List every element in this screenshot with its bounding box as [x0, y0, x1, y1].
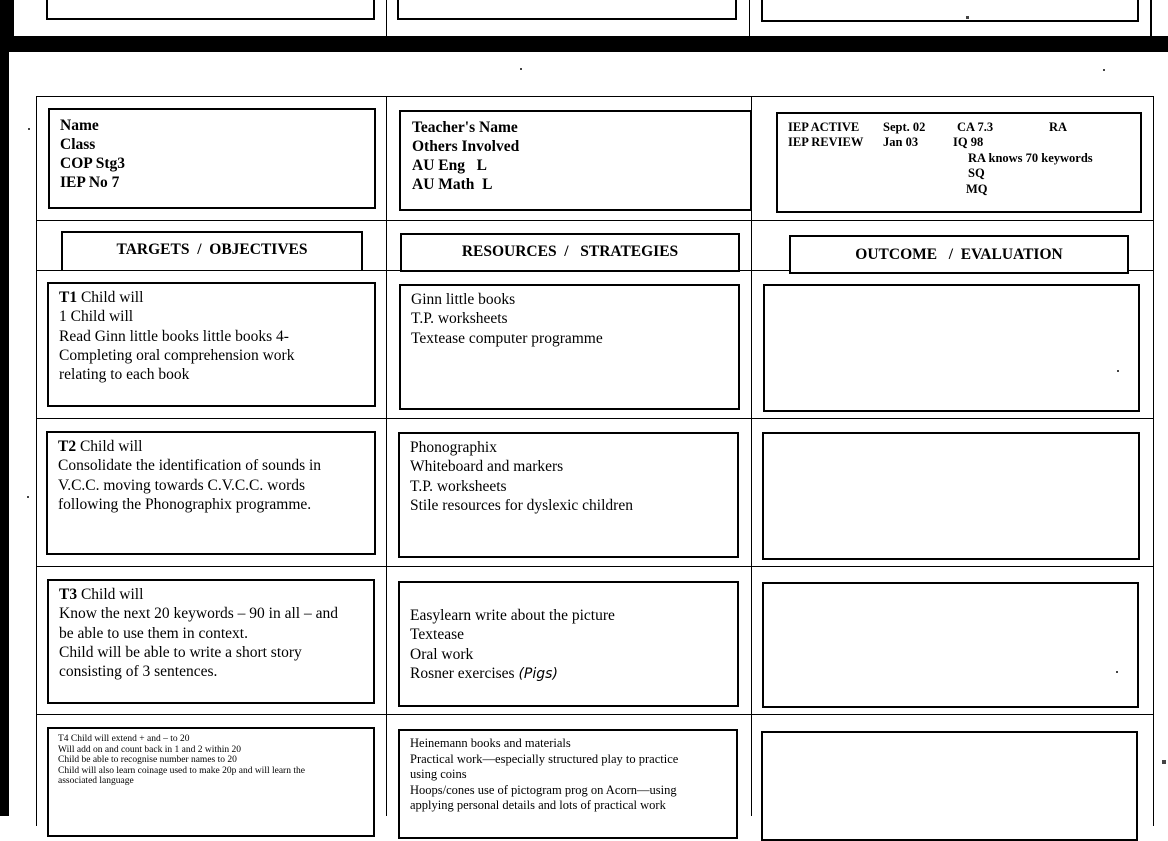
prev-divider-1	[386, 0, 387, 36]
resource-item: T.P. worksheets	[411, 310, 508, 328]
targets-heading: TARGETS / OBJECTIVES	[116, 241, 308, 258]
target-line: Consolidate the identification of sounds in	[58, 457, 322, 475]
iep-review-label: IEP REVIEW	[788, 135, 864, 149]
target-cell-t3	[47, 579, 375, 704]
target-line: Know the next 20 keywords – 90 in all – and	[59, 605, 338, 623]
iep-dates-box	[776, 112, 1142, 213]
au-eng-label: AU Eng L	[412, 157, 487, 174]
target-id: T2	[58, 438, 77, 455]
target-id: T1	[59, 289, 78, 306]
page-gap-bar	[0, 36, 1168, 52]
iep-review-date: Jan 03	[883, 135, 919, 149]
outcome-cell-3	[762, 582, 1139, 708]
targets-heading-box	[61, 231, 363, 270]
resource-item: Rosner exercises	[410, 664, 515, 682]
scan-speck	[1116, 671, 1118, 673]
resource-item: Textease	[410, 626, 464, 644]
resource-item: Easylearn write about the picture	[410, 607, 615, 624]
ra-label: RA	[1049, 120, 1068, 134]
target-line: Will add on and count back in 1 and 2 within 20	[58, 744, 241, 755]
target-cell-t2	[46, 431, 376, 555]
target-line: Read Ginn little books little books 4-	[59, 327, 289, 345]
target-line: associated language	[58, 776, 134, 786]
resource-item: Hoops/cones use of pictogram prog on Acorn—using	[410, 782, 677, 797]
scan-speck	[1103, 69, 1105, 71]
iep-active-label: IEP ACTIVE	[788, 120, 860, 134]
resource-item: Stile resources for dyslexic children	[410, 496, 633, 514]
resources-cell-4	[398, 729, 738, 839]
scan-speck	[966, 16, 969, 19]
outcome-cell-4	[761, 731, 1138, 841]
target-line: relating to each book	[59, 366, 190, 384]
resources-heading: RESOURCES / STRATEGIES	[461, 243, 679, 260]
resources-heading-box	[400, 233, 740, 272]
sq-label: SQ	[968, 166, 985, 180]
resources-cell-3	[398, 581, 739, 707]
scan-speck	[28, 128, 30, 130]
resource-item: Textease computer programme	[411, 329, 603, 347]
resource-item: Heinemann books and materials	[410, 736, 571, 750]
target-line: Child will	[80, 289, 144, 306]
prev-cell-left	[46, 0, 375, 20]
handwritten-note: (Pigs)	[518, 665, 558, 682]
target-line: Child will also learn coinage used to make 20p and will learn the	[58, 765, 305, 776]
resources-cell-1	[399, 284, 740, 410]
prev-cell-mid	[397, 0, 737, 20]
ra-keywords-note: RA knows 70 keywords	[968, 151, 1093, 165]
target-line: T4 Child will extend + and – to 20	[58, 734, 190, 744]
prev-divider-2	[749, 0, 750, 36]
resource-item: using coins	[410, 767, 467, 781]
target-line: V.C.C. moving towards C.V.C.C. words	[58, 476, 306, 494]
class-label: Class	[60, 136, 96, 153]
target-line: Child will be able to write a short story	[59, 643, 302, 661]
scan-speck	[27, 496, 29, 498]
staff-info-box	[399, 110, 752, 211]
target-line: Child be able to recognise number names to 20	[58, 755, 237, 765]
resource-item: Whiteboard and markers	[410, 458, 564, 476]
row-divider-2	[36, 566, 1154, 567]
target-line: Child will	[79, 438, 143, 455]
column-divider-1	[386, 96, 387, 816]
iep-active-date: Sept. 02	[883, 120, 926, 134]
resources-cell-2	[398, 432, 739, 558]
iep-number-label: IEP No 7	[60, 174, 120, 191]
outcome-heading-box	[789, 235, 1129, 274]
outcome-cell-2	[762, 432, 1140, 560]
row-divider-3	[36, 714, 1154, 715]
target-line: Completing oral comprehension work	[59, 346, 295, 364]
target-cell-t1	[47, 282, 376, 407]
target-id: T3	[59, 586, 78, 603]
target-line: 1 Child will	[59, 308, 134, 326]
others-involved-label: Others Involved	[412, 138, 520, 155]
target-cell-t4	[47, 727, 375, 837]
target-line: following the Phonographix programme.	[58, 495, 312, 513]
ca-value: CA 7.3	[957, 120, 994, 134]
outcome-heading: OUTCOME / EVALUATION	[855, 246, 1063, 263]
resource-item: Phonographix	[410, 439, 497, 456]
iq-value: IQ 98	[953, 135, 984, 149]
cop-stage-label: COP Stg3	[60, 155, 126, 172]
resource-item: applying personal details and lots of practical work	[410, 798, 666, 812]
teacher-name-label: Teacher's Name	[412, 119, 518, 136]
mq-label: MQ	[966, 182, 988, 196]
name-label: Name	[60, 117, 99, 134]
resource-item: T.P. worksheets	[410, 477, 507, 495]
au-math-label: AU Math L	[412, 176, 493, 193]
prev-outer-right	[1150, 0, 1152, 36]
target-line: be able to use them in context.	[59, 624, 248, 642]
resource-item: Ginn little books	[411, 291, 516, 308]
target-line: consisting of 3 sentences.	[59, 663, 218, 681]
scan-speck	[1117, 370, 1119, 372]
resource-item: Practical work—especially structured play to practice	[410, 751, 679, 766]
target-line: Child will	[80, 586, 144, 603]
scan-speck	[1162, 760, 1166, 764]
prev-cell-right	[761, 0, 1139, 22]
previous-page-fragment	[0, 0, 1168, 52]
row-divider-header	[36, 220, 1154, 221]
pupil-info-box	[48, 108, 376, 209]
scan-speck	[520, 68, 522, 70]
resource-item: Oral work	[410, 645, 474, 663]
scan-left-margin	[0, 52, 9, 816]
row-divider-1	[36, 418, 1154, 419]
outcome-cell-1	[763, 284, 1140, 412]
